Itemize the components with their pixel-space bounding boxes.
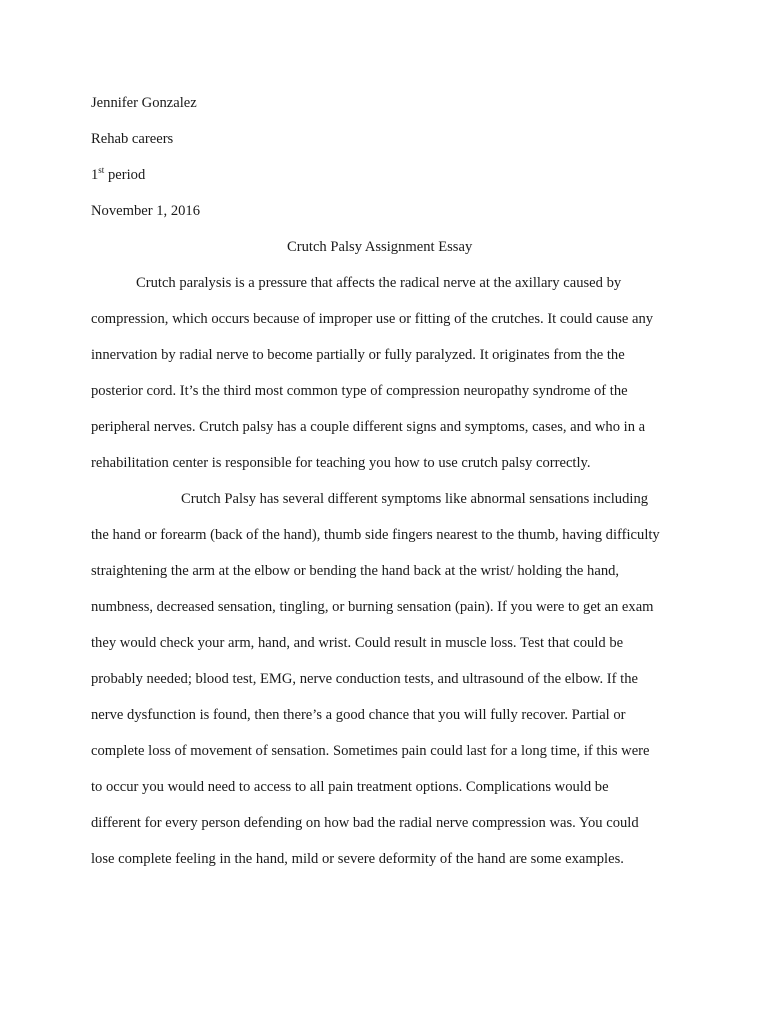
paragraph-2-line: the hand or forearm (back of the hand), thumb side fingers nearest to the thumb, having difficulty [91, 527, 660, 543]
paragraph-2-line: different for every person defending on how bad the radial nerve compression was. You could [91, 815, 639, 831]
essay-date: November 1, 2016 [91, 203, 201, 219]
paragraph-1-line: innervation by radial nerve to become partially or fully paralyzed. It originates from the the [91, 347, 625, 363]
period-number: 1 [91, 167, 99, 183]
paragraph-1-line: peripheral nerves. Crutch palsy has a couple different signs and symptoms, cases, and who in a [91, 419, 646, 435]
paragraph-2-line: to occur you would need to access to all pain treatment options. Complications would be [91, 779, 609, 795]
course-name: Rehab careers [91, 131, 174, 147]
paragraph-2-line: numbness, decreased sensation, tingling, or burning sensation (pain). If you were to get an exam [91, 599, 654, 615]
paragraph-1-line: Crutch paralysis is a pressure that affects the radical nerve at the axillary caused by [136, 275, 622, 291]
paragraph-1-line: rehabilitation center is responsible for teaching you how to use crutch palsy correctly. [91, 455, 591, 471]
essay-title: Crutch Palsy Assignment Essay [287, 239, 473, 255]
author-name: Jennifer Gonzalez [91, 95, 197, 111]
paragraph-2-line: probably needed; blood test, EMG, nerve conduction tests, and ultrasound of the elbow. If the [91, 671, 638, 687]
period-word: period [104, 167, 146, 183]
paragraph-1-line: compression, which occurs because of improper use or fitting of the crutches. It could cause any [91, 311, 654, 327]
paragraph-2-line: straightening the arm at the elbow or bending the hand back at the wrist/ holding the hand, [91, 563, 620, 579]
paragraph-2-line: nerve dysfunction is found, then there’s a good chance that you will fully recover. Partial or [91, 707, 626, 723]
period-suffix: st [98, 165, 105, 176]
paragraph-2-line: lose complete feeling in the hand, mild or severe deformity of the hand are some examples. [91, 851, 624, 867]
paragraph-1-line: posterior cord. It’s the third most common type of compression neuropathy syndrome of the [91, 383, 628, 399]
paragraph-2-line: Crutch Palsy has several different symptoms like abnormal sensations including [181, 491, 649, 507]
class-period [91, 166, 145, 184]
paragraph-2-line: complete loss of movement of sensation. Sometimes pain could last for a long time, if this were [91, 743, 650, 759]
paragraph-2-line: they would check your arm, hand, and wrist. Could result in muscle loss. Test that could be [91, 635, 624, 651]
